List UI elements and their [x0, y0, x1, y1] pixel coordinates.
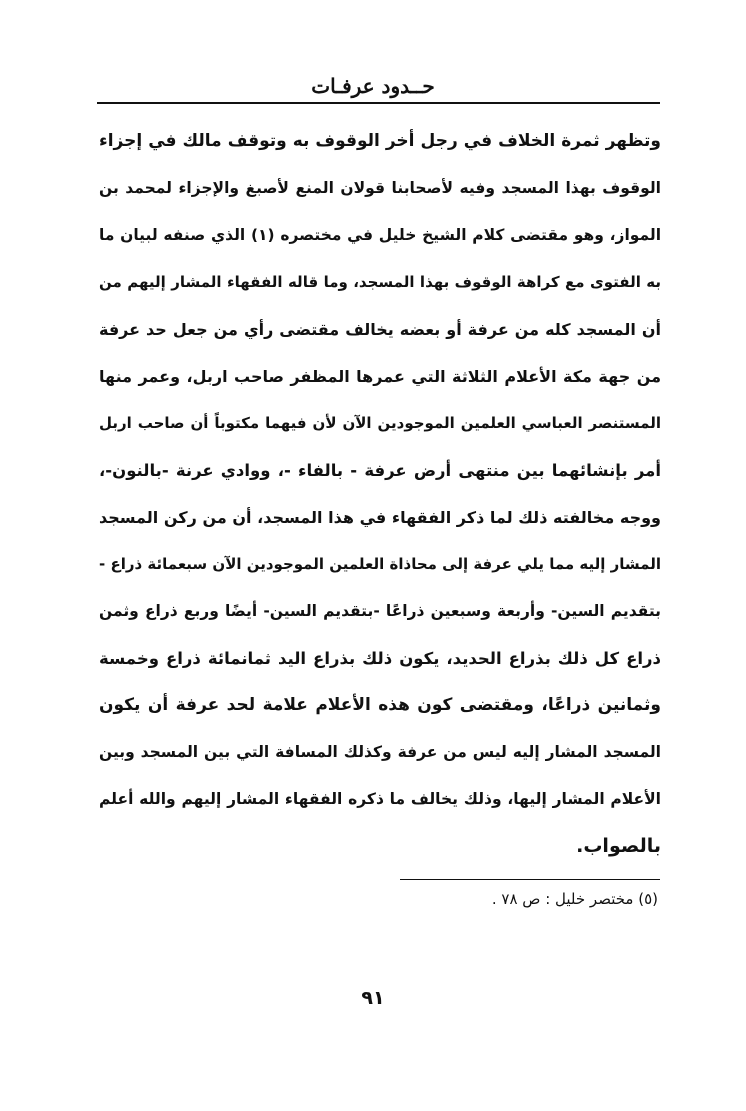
footnote: (٥) مختصر خليل : ص ٧٨ .: [491, 890, 658, 908]
text-line: به الفتوى مع كراهة الوقوف بهذا المسجد، وما قاله الفقهاء المشار إليهم من: [99, 273, 661, 291]
running-header: حــدود عرفـات: [311, 74, 435, 98]
text-line: المواز، وهو مقتضى كلام الشيخ خليل في مختصره (١) الذي صنفه لبيان ما: [99, 226, 661, 244]
header-rule: [97, 102, 660, 104]
text-line: الأعلام المشار إليها، وذلك يخالف ما ذكره الفقهاء المشار إليهم والله أعلم: [99, 790, 661, 808]
text-line: بتقديم السين- وأربعة وسبعين ذراعًا -بتقديم السين- أيضًا وربع ذراع وثمن: [99, 602, 661, 620]
footnote-rule: [400, 879, 660, 880]
text-line: الوقوف بهذا المسجد وفيه لأصحابنا قولان المنع لأصبغ والإجزاء لمحمد بن: [99, 179, 661, 197]
text-line: من جهة مكة الأعلام الثلاثة التي عمرها المظفر صاحب اربل، وعمر منها: [99, 367, 661, 386]
text-line: المشار إليه مما يلي عرفة إلى محاذاة العلمين الموجودين الآن سبعمائة ذراع -: [99, 555, 661, 573]
text-line: بالصواب.: [576, 835, 661, 857]
text-line: أمر بإنشائهما بين منتهى أرض عرفة - بالفاء -، ووادي عرنة -بالنون-،: [99, 461, 661, 480]
text-line: وثمانين ذراعًا، ومقتضى كون هذه الأعلام علامة لحد عرفة أن يكون: [99, 695, 661, 715]
text-line: ووجه مخالفته ذلك لما ذكر الفقهاء في هذا المسجد، أن من ركن المسجد: [99, 508, 661, 527]
text-line: المستنصر العباسي العلمين الموجودين الآن لأن فيهما مكتوباً أن صاحب اربل: [99, 414, 661, 432]
page-number: ٩١: [361, 987, 385, 1009]
text-line: ذراع كل ذلك بذراع الحديد، يكون ذلك بذراع اليد ثمانمائة ذراع وخمسة: [99, 649, 661, 668]
text-line: أن المسجد كله من عرفة أو بعضه يخالف مقتضى رأي من جعل حد عرفة: [99, 320, 661, 339]
text-line: وتظهر ثمرة الخلاف في رجل أخر الوقوف به وتوقف مالك في إجزاء: [99, 131, 661, 151]
body-text: [99, 118, 661, 870]
text-line: المسجد المشار إليه ليس من عرفة وكذلك المسافة التي بين المسجد وبين: [99, 743, 661, 761]
